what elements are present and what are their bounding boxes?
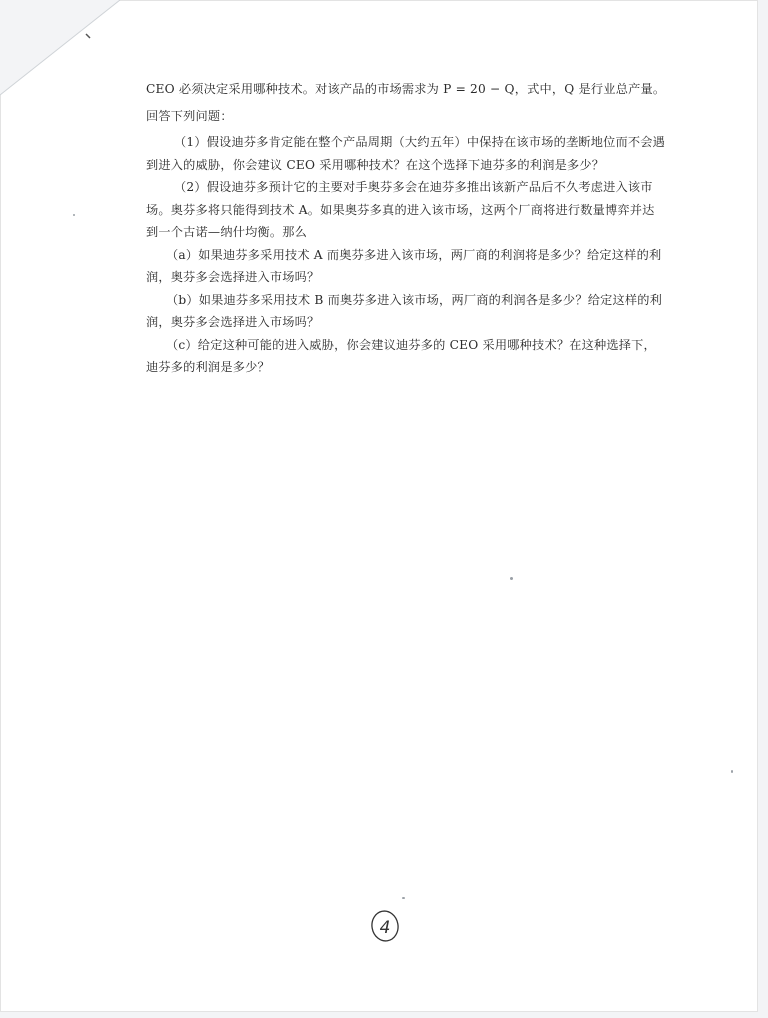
page-number-handwritten <box>366 906 406 946</box>
question-2b: （b）如果迪芬多采用技术 B 而奥芬多进入该市场，两厂商的利润各是多少？给定这样的利润，奥芬多会选择进入市场吗？ <box>146 292 663 329</box>
page-number-text: 4 <box>379 918 391 938</box>
question-2a: （a）如果迪芬多采用技术 A 而奥芬多进入该市场，两厂商的利润将是多少？给定这样的利润，奥芬多会选择进入市场吗？ <box>146 247 662 284</box>
scan-speck <box>510 577 513 580</box>
document-body <box>146 78 666 379</box>
scan-speck <box>731 770 733 773</box>
question-2: （2）假设迪芬多预计它的主要对手奥芬多会在迪芬多推出该新产品后不久考虑进入该市场。奥芬多将只能得到技术 A。如果奥芬多真的进入该市场，这两个厂商将进行数量博弈并达到一个古诺—纳什均衡。那么 <box>146 180 655 239</box>
question-2c: （c）给定这种可能的进入威胁，你会建议迪芬多的 CEO 采用哪种技术？在这种选择下，迪芬多的利润是多少？ <box>146 337 656 374</box>
paragraph-questions-heading: 回答下列问题： <box>146 108 233 123</box>
question-1: （1）假设迪芬多肯定能在整个产品周期（大约五年）中保持在该市场的垄断地位而不会遇到进入的威胁，你会建议 CEO 采用哪种技术？在这个选择下迪芬多的利润是多少？ <box>146 135 666 172</box>
scan-speck <box>402 897 405 899</box>
scan-speck <box>73 214 75 216</box>
paragraph-intro: CEO 必须决定采用哪种技术。对该产品的市场需求为 P = 20 − Q，式中，Q 是行业总产量。 <box>146 82 666 96</box>
